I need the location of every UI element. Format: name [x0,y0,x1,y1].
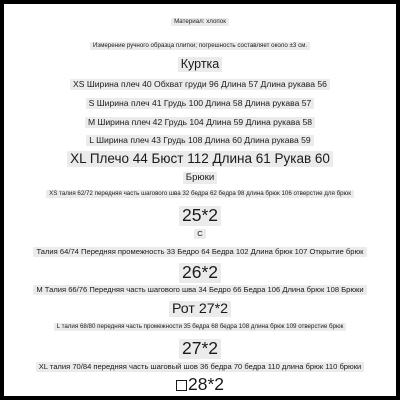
jacket-size-l: L Ширина плеч 43 Грудь 108 Длина 60 Длина рукава 59 [4,135,396,146]
size-chart-panel [4,4,396,396]
pants-size-xs: XS талия 62/72 передняя часть шагового шва 32 бедра 62 бедра 98 длина брюк 106 отверстие для брюк [4,190,396,198]
pants-m-opening: Рот 27*2 [4,301,396,317]
pants-xs-opening: 25*2 [4,206,396,226]
pants-size-m: M Талия 66/76 Передняя часть шагового шва 34 Бедро 66 Бедра 106 Длина брюк 108 Брюки [4,285,396,295]
pants-size-l: L талия 68/80 передняя часть промежности 35 бедра 68 бедра 108 длина брюк 109 отверстие брюк [4,323,396,331]
pants-size-s-label: С [4,229,396,239]
pants-xl-opening-value: 28*2 [187,376,224,394]
material-line: Материал: хлопок [4,18,396,26]
jacket-size-s: S Ширина плеч 41 Грудь 100 Длина 58 Длина рукава 57 [4,98,396,109]
jacket-heading: Куртка [4,57,396,72]
pants-size-s: Талия 64/74 Передняя промежность 33 Бедро 64 Бедра 102 Длина брюк 107 Открытие брюк [4,247,396,257]
pants-size-xl: XL талия 70/84 передняя часть шаговый шов 36 бедра 70 бедра 110 длина брюк 110 брюки [4,362,396,372]
pants-s-opening: 26*2 [4,263,396,283]
pants-xl-opening [4,376,396,394]
pants-l-opening: 27*2 [4,339,396,359]
measurement-note: Измерение ручного образца плитки; погрешность составляет около ±3 см. [4,42,396,50]
jacket-size-m: M Ширина плеч 42 Грудь 104 Длина 59 Длина рукава 58 [4,117,396,128]
jacket-size-xs: XS Ширина плеч 40 Обхват груди 96 Длина 57 Длина рукава 56 [4,79,396,90]
square-outline-icon [176,380,187,391]
jacket-size-xl: XL Плечо 44 Бюст 112 Длина 61 Рукав 60 [4,151,396,167]
pants-heading: Брюки [4,172,396,184]
